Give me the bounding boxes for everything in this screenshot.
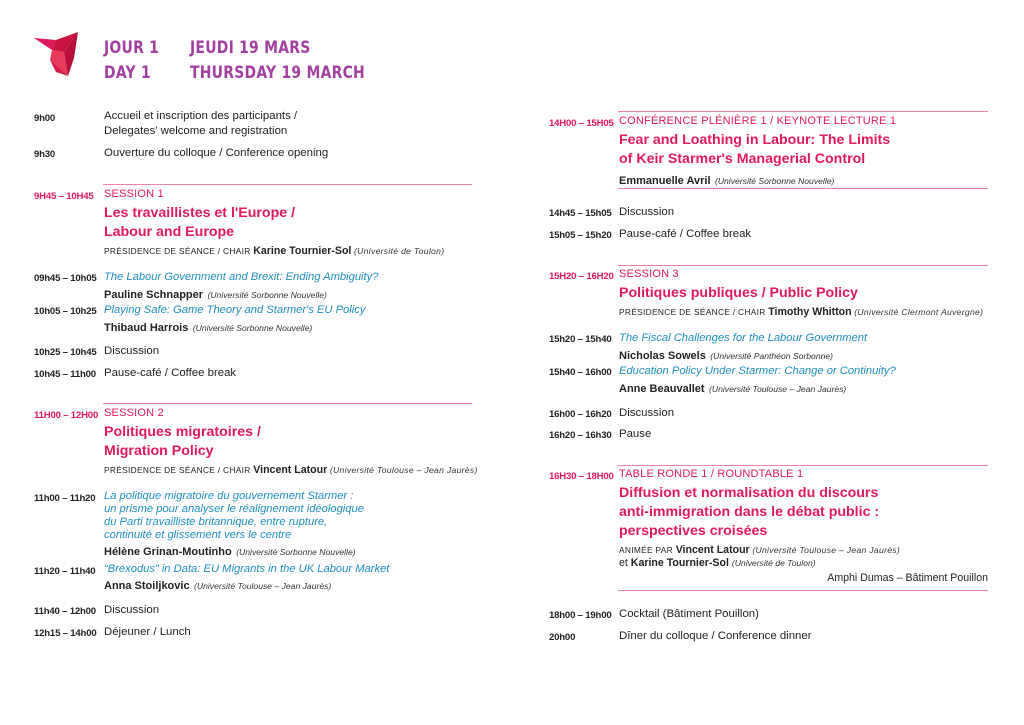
paper-author [104, 318, 312, 336]
author-name: Anne Beauvallet [619, 383, 705, 395]
time: 11h00 – 11h20 [34, 493, 96, 504]
affiliation: (Université de Toulon) [354, 246, 445, 256]
paper-title: La politique migratoire du gouvernement Starmer : [104, 490, 354, 502]
paper-author [104, 542, 356, 560]
roundtable-moderator [619, 557, 816, 569]
session-title: Les travaillistes et l'Europe / [104, 205, 296, 221]
chair-name: Timothy Whitton [768, 306, 852, 318]
author-name: Pauline Schnapper [104, 289, 204, 301]
time: 9h30 [34, 149, 56, 160]
and-text: et [619, 557, 628, 569]
keynote-title: Fear and Loathing in Labour: The Limits [619, 132, 891, 148]
affiliation: (Université Sorbonne Nouvelle) [192, 323, 313, 333]
session-chair [104, 245, 444, 257]
keynote-title: of Keir Starmer's Managerial Control [619, 151, 866, 167]
day-label-en: DAY 1 [104, 63, 151, 83]
affiliation: (Université Toulouse – Jean Jaurès) [752, 545, 901, 555]
divider [618, 465, 988, 466]
session-label: TABLE RONDE 1 / ROUNDTABLE 1 [619, 468, 804, 480]
agenda-item: Accueil et inscription des participants / [104, 110, 298, 122]
session-label: SESSION 3 [619, 268, 679, 280]
time: 11h20 – 11h40 [34, 566, 96, 577]
roundtable-moderator [619, 544, 900, 556]
agenda-item: Ouverture du colloque / Conference opening [104, 147, 329, 159]
time: 12h15 – 14h00 [34, 628, 97, 639]
time: 9h00 [34, 113, 56, 124]
paper-author [619, 379, 846, 397]
agenda-item: Delegates' welcome and registration [104, 125, 288, 137]
agenda-item: Dîner du colloque / Conference dinner [619, 630, 812, 642]
affiliation: (Université Sorbonne Nouvelle) [207, 290, 327, 300]
agenda-item: Pause-café / Coffee break [619, 228, 752, 240]
affiliation: (Université Panthéon Sorbonne) [710, 351, 834, 361]
affiliation: (Université Sorbonne Nouvelle) [236, 547, 356, 557]
time: 15h40 – 16h00 [549, 367, 612, 378]
session-time: 14H00 – 15H05 [549, 118, 614, 129]
roundtable-title: Diffusion et normalisation du discours [619, 485, 879, 501]
roundtable-title: anti-immigration dans le débat public : [619, 504, 880, 520]
session-label: SESSION 1 [104, 188, 164, 200]
time: 10h45 – 11h00 [34, 369, 96, 380]
agenda-item: Pause-café / Coffee break [104, 367, 237, 379]
session-label: SESSION 2 [104, 407, 164, 419]
paper-title: The Labour Government and Brexit: Ending Ambiguity? [104, 271, 379, 283]
agenda-item: Pause [619, 428, 652, 440]
moderator-name: Karine Tournier-Sol [630, 557, 729, 569]
roundtable-title: perspectives croisées [619, 523, 768, 539]
divider [618, 111, 988, 112]
affiliation: (Université de Toulon) [731, 558, 816, 568]
author-name: Anna Stoiljkovic [104, 580, 190, 592]
affiliation: (Université Toulouse – Jean Jaurès) [709, 384, 847, 394]
origami-bird-logo [34, 32, 84, 78]
chair-label: PRÉSIDENCE DE SÉANCE / CHAIR [104, 465, 251, 475]
agenda-item: Discussion [104, 345, 160, 357]
agenda-item: Discussion [619, 407, 675, 419]
time: 16h00 – 16h20 [549, 409, 612, 420]
date-en: THURSDAY 19 MARCH [190, 63, 365, 83]
author-name: Thibaud Harrois [104, 322, 189, 334]
paper-title: “Brexodus” in Data: EU Migrants in the UK Labour Market [104, 563, 390, 575]
time: 14h45 – 15h05 [549, 208, 612, 219]
divider [618, 188, 988, 189]
time: 16h20 – 16h30 [549, 430, 612, 441]
agenda-item: Discussion [104, 604, 160, 616]
divider [103, 403, 472, 404]
time: 11h40 – 12h00 [34, 606, 96, 617]
agenda-item: Cocktail (Bâtiment Pouillon) [619, 608, 759, 620]
paper-title: continuité et glissement vers le centre [104, 529, 292, 541]
author-name: Hélène Grinan-Moutinho [104, 546, 232, 558]
day-label-fr: JOUR 1 [104, 38, 160, 58]
affiliation: (Université Toulouse – Jean Jaurès) [329, 465, 478, 475]
session-title: Labour and Europe [104, 224, 235, 240]
chair-name: Vincent Latour [253, 464, 328, 476]
session-time: 11H00 – 12H00 [34, 410, 99, 421]
time: 10h05 – 10h25 [34, 306, 97, 317]
paper-title: Playing Safe: Game Theory and Starmer's EU Policy [104, 304, 366, 316]
venue: Amphi Dumas – Bâtiment Pouillon [827, 572, 988, 584]
affiliation: (Université Clermont Auvergne) [854, 307, 984, 317]
session-chair [104, 464, 478, 476]
paper-title: un prisme pour analyser le réalignement idéologique [104, 503, 364, 515]
chair-label: PRÉSIDENCE DE SÉANCE / CHAIR [104, 246, 251, 256]
session-time: 15H20 – 16H20 [549, 271, 614, 282]
time: 18h00 – 19h00 [549, 610, 612, 621]
time: 20h00 [549, 632, 576, 643]
session-label: CONFÉRENCE PLÉNIÈRE 1 / KEYNOTE LECTURE 1 [619, 115, 897, 127]
session-time: 9H45 – 10H45 [34, 191, 94, 202]
date-fr: JEUDI 19 MARS [190, 38, 311, 58]
affiliation: (Université Sorbonne Nouvelle) [714, 176, 835, 186]
divider [618, 590, 988, 591]
author-name: Nicholas Sowels [619, 350, 706, 362]
session-title: Politiques publiques / Public Policy [619, 285, 858, 301]
session-title: Politiques migratoires / [104, 424, 261, 440]
agenda-item: Discussion [619, 206, 675, 218]
time: 15h05 – 15h20 [549, 230, 612, 241]
paper-author [104, 285, 327, 303]
divider [618, 265, 988, 266]
session-time: 16H30 – 18H00 [549, 471, 614, 482]
author-name: Emmanuelle Avril [619, 175, 711, 187]
paper-author [619, 346, 833, 364]
agenda-item: Déjeuner / Lunch [104, 626, 191, 638]
paper-author [104, 576, 331, 594]
keynote-speaker [619, 171, 834, 189]
time: 10h25 – 10h45 [34, 347, 97, 358]
chair-name: Karine Tournier-Sol [253, 245, 352, 257]
session-chair [619, 306, 983, 318]
moderator-label: ANIMÉE PAR [619, 545, 674, 555]
paper-title: The Fiscal Challenges for the Labour Government [619, 332, 868, 344]
time: 15h20 – 15h40 [549, 334, 612, 345]
divider [103, 184, 472, 185]
affiliation: (Université Toulouse – Jean Jaurès) [194, 581, 332, 591]
time: 09h45 – 10h05 [34, 273, 97, 284]
moderator-name: Vincent Latour [675, 544, 750, 556]
session-title: Migration Policy [104, 443, 214, 459]
paper-title: du Parti travailliste britannique, entre rupture, [104, 516, 328, 528]
chair-label: PRÉSIDENCE DE SÉANCE / CHAIR [619, 307, 766, 317]
paper-title: Education Policy Under Starmer: Change or Continuity? [619, 365, 896, 377]
